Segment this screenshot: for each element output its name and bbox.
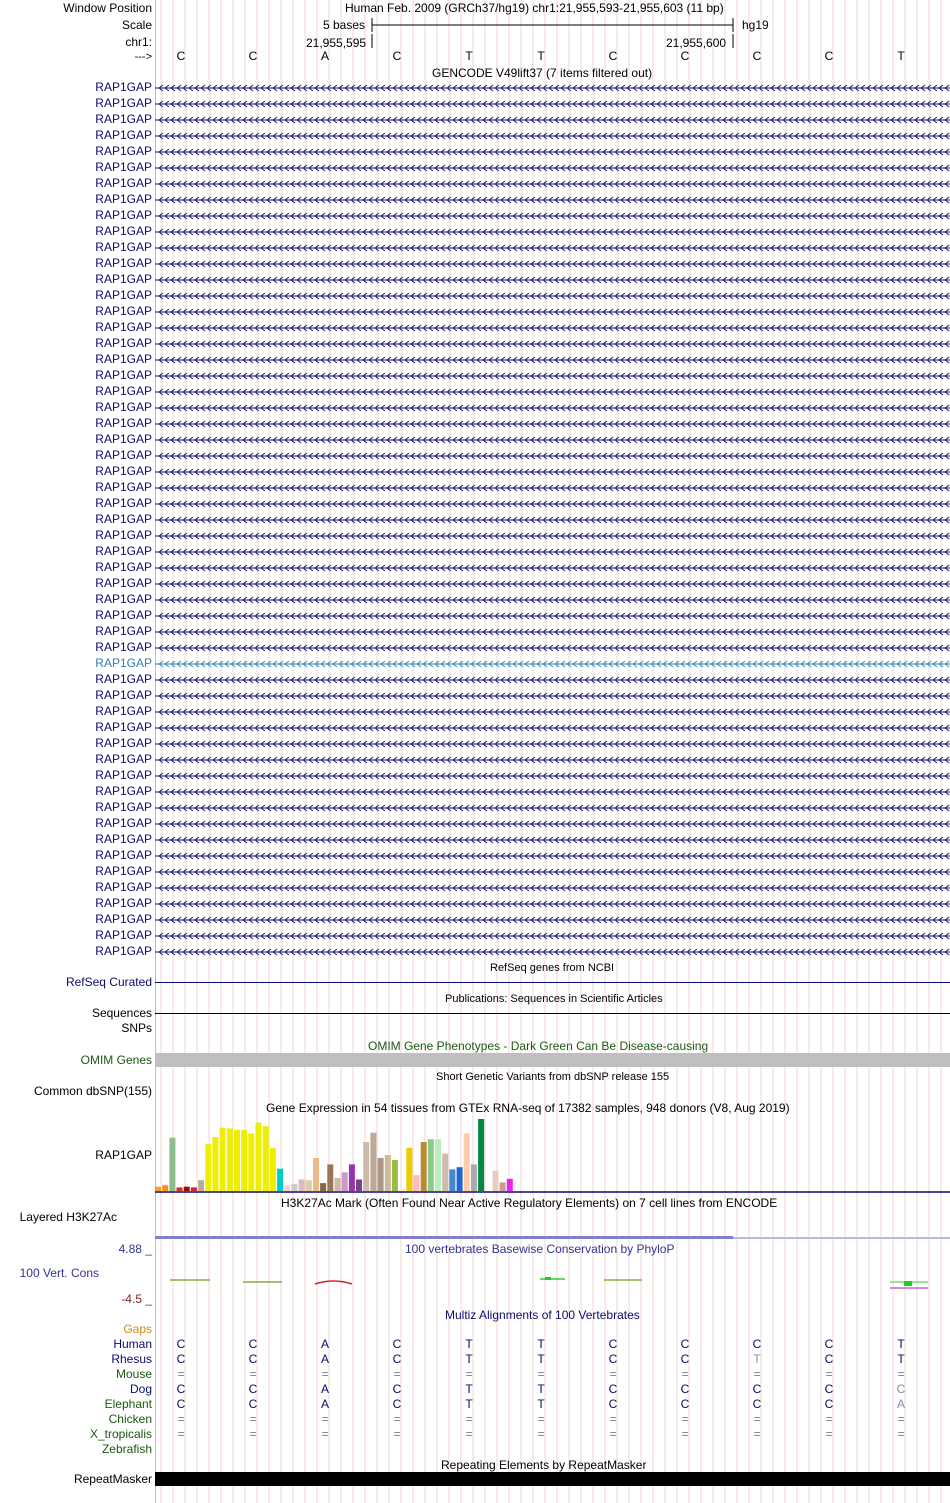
gtex-tissue-bar <box>227 1128 233 1191</box>
gencode-transcript-label[interactable]: RAP1GAP <box>95 288 152 302</box>
alignment-base: = <box>609 1412 617 1426</box>
alignment-base: = <box>537 1412 545 1426</box>
gtex-tissue-bar <box>449 1169 455 1191</box>
gencode-transcript-label[interactable]: RAP1GAP <box>95 272 152 286</box>
gencode-transcript-label[interactable]: RAP1GAP <box>95 784 152 798</box>
alignment-base: C <box>752 1337 762 1351</box>
gtex-tissue-bar <box>493 1171 499 1191</box>
gencode-transcript-label[interactable]: RAP1GAP <box>95 432 152 446</box>
alignment-base: C <box>824 1352 834 1366</box>
alignment-base: T <box>465 1397 473 1411</box>
gencode-transcripts[interactable] <box>155 80 950 980</box>
alignment-base: A <box>896 1397 905 1411</box>
alignment-base: = <box>609 1367 617 1381</box>
alignment-base: = <box>753 1427 761 1441</box>
gencode-transcript-label[interactable]: RAP1GAP <box>95 224 152 238</box>
gencode-transcript-label[interactable]: RAP1GAP <box>95 144 152 158</box>
gtex-tissue-bar <box>313 1158 319 1191</box>
alignment-base: = <box>897 1412 905 1426</box>
gencode-transcript-label[interactable]: RAP1GAP <box>95 96 152 110</box>
gencode-transcript-label[interactable]: RAP1GAP <box>95 848 152 862</box>
gencode-transcript-label[interactable]: RAP1GAP <box>95 880 152 894</box>
gtex-tissue-bar <box>370 1133 376 1191</box>
gtex-tissue-bar <box>428 1139 434 1191</box>
species-label[interactable]: Human <box>113 1337 152 1351</box>
alignment-base: = <box>681 1412 689 1426</box>
gtex-tissue-bar <box>464 1133 470 1191</box>
db-name-text: hg19 <box>742 18 769 32</box>
refseq-track-title: RefSeq genes from NCBI <box>490 962 615 974</box>
gtex-tissue-bar <box>277 1169 283 1191</box>
alignment-base: C <box>824 1337 834 1351</box>
species-label[interactable]: Rhesus <box>111 1352 152 1366</box>
gencode-transcript-label[interactable]: RAP1GAP <box>95 304 152 318</box>
alignment-base: = <box>321 1427 329 1441</box>
gtex-tissue-bar <box>406 1148 412 1191</box>
alignment-base: = <box>897 1427 905 1441</box>
gtex-tissue-bar <box>435 1139 441 1191</box>
alignment-base: = <box>393 1427 401 1441</box>
repeatmasker-block[interactable] <box>155 1472 950 1486</box>
alignment-base: C <box>248 1382 258 1396</box>
alignment-base: T <box>897 1352 905 1366</box>
alignment-base: = <box>249 1367 257 1381</box>
alignment-base: = <box>897 1367 905 1381</box>
gencode-transcript-label[interactable]: RAP1GAP <box>95 496 152 510</box>
gtex-tissue-bar <box>378 1158 384 1191</box>
refseq-gene-line[interactable] <box>155 982 950 983</box>
omim-genes-label[interactable]: OMIM Genes <box>80 1053 152 1067</box>
alignment-base: = <box>825 1367 833 1381</box>
gtex-tissue-bar <box>385 1155 391 1191</box>
window-position-label: Window Position <box>63 1 152 15</box>
reference-base: T <box>537 49 545 63</box>
reference-base: T <box>465 49 473 63</box>
gtex-tissue-bar <box>169 1138 175 1191</box>
alignment-base: A <box>320 1352 329 1366</box>
alignment-base: T <box>465 1337 473 1351</box>
gencode-transcript-label[interactable]: RAP1GAP <box>95 720 152 734</box>
alignment-base: = <box>753 1412 761 1426</box>
alignment-base: = <box>681 1427 689 1441</box>
alignment-base: = <box>753 1367 761 1381</box>
gencode-transcript-label[interactable]: RAP1GAP <box>95 528 152 542</box>
gencode-transcript-label[interactable]: RAP1GAP <box>95 320 152 334</box>
alignment-base: C <box>608 1337 618 1351</box>
alignment-base: C <box>680 1352 690 1366</box>
alignment-base: C <box>176 1382 186 1396</box>
reference-base: A <box>320 49 329 63</box>
species-label[interactable]: X_tropicalis <box>89 1427 152 1441</box>
gtex-tissue-bar <box>392 1160 398 1191</box>
alignment-base: = <box>321 1367 329 1381</box>
common-dbsnp-label[interactable]: Common dbSNP(155) <box>33 1084 152 1098</box>
gencode-transcript-label[interactable]: RAP1GAP <box>95 688 152 702</box>
gencode-transcript-label[interactable]: RAP1GAP <box>95 416 152 430</box>
gtex-tissue-bar <box>299 1180 305 1192</box>
gencode-transcript-label[interactable]: RAP1GAP <box>95 352 152 366</box>
gencode-transcript-label[interactable]: RAP1GAP <box>95 656 152 670</box>
gencode-transcript-label[interactable]: RAP1GAP <box>95 752 152 766</box>
gencode-transcript-label[interactable]: RAP1GAP <box>95 896 152 910</box>
gtex-tissue-bar <box>284 1185 290 1191</box>
reference-base: C <box>608 49 618 63</box>
alignment-base: = <box>393 1367 401 1381</box>
reference-base: C <box>824 49 834 63</box>
alignment-base: = <box>249 1427 257 1441</box>
publications-track-title: Publications: Sequences in Scientific Articles <box>445 993 663 1005</box>
gtex-tissue-bar <box>507 1179 513 1191</box>
alignment-base: C <box>824 1397 834 1411</box>
gencode-transcript-label[interactable]: RAP1GAP <box>95 480 152 494</box>
gencode-transcript-label[interactable]: RAP1GAP <box>95 576 152 590</box>
reference-base: C <box>176 49 186 63</box>
alignment-base: C <box>824 1382 834 1396</box>
alignment-base: = <box>825 1427 833 1441</box>
species-label[interactable]: Chicken <box>108 1412 152 1426</box>
alignment-base: = <box>825 1412 833 1426</box>
gencode-transcript-label[interactable]: RAP1GAP <box>95 208 152 222</box>
gtex-tissue-bar <box>198 1180 204 1191</box>
phylop-track-title: 100 vertebrates Basewise Conservation by PhyloP <box>405 1242 675 1256</box>
gencode-transcript-label[interactable]: RAP1GAP <box>95 80 152 94</box>
gtex-tissue-bar <box>184 1187 190 1191</box>
reference-base: C <box>680 49 690 63</box>
alignment-base: T <box>753 1352 761 1366</box>
gtex-tissue-bar <box>248 1133 254 1191</box>
gencode-transcript-label[interactable]: RAP1GAP <box>95 704 152 718</box>
gtex-tissue-bar <box>442 1154 448 1191</box>
gencode-transcript-label[interactable]: RAP1GAP <box>95 912 152 926</box>
gtex-tissue-bar <box>291 1184 297 1191</box>
gtex-tissue-bar <box>478 1119 484 1191</box>
alignment-base: = <box>609 1427 617 1441</box>
multiz-track-title: Multiz Alignments of 100 Vertebrates <box>445 1308 640 1322</box>
gtex-tissue-bar <box>327 1164 333 1191</box>
alignment-base: T <box>537 1397 545 1411</box>
gencode-transcript-label[interactable]: RAP1GAP <box>95 928 152 942</box>
species-label[interactable]: Mouse <box>115 1367 152 1381</box>
alignment-base: C <box>680 1337 690 1351</box>
gencode-transcript-label[interactable]: RAP1GAP <box>95 176 152 190</box>
scale-ruler <box>155 16 950 52</box>
gencode-transcript-label[interactable]: RAP1GAP <box>95 192 152 206</box>
position-right: 21,955,600 <box>666 36 727 50</box>
gtex-track-title: Gene Expression in 54 tissues from GTEx RNA-seq of 17382 samples, 948 donors (V8, Aug 2019) <box>266 1101 790 1115</box>
refseq-curated-label[interactable]: RefSeq Curated <box>65 975 152 989</box>
species-label[interactable]: Dog <box>129 1382 152 1396</box>
gencode-transcript-label[interactable]: RAP1GAP <box>95 160 152 174</box>
browser-track-image[interactable] <box>155 0 950 1503</box>
gencode-transcript-label[interactable]: RAP1GAP <box>95 368 152 382</box>
scale-bases-text: 5 bases <box>323 18 366 32</box>
gtex-tissue-bar <box>335 1178 341 1191</box>
gencode-transcript-label[interactable]: RAP1GAP <box>95 864 152 878</box>
alignment-base: C <box>176 1352 186 1366</box>
gtex-tissue-bar <box>177 1187 183 1191</box>
alignment-base: C <box>392 1397 402 1411</box>
gtex-tissue-bar <box>212 1137 218 1191</box>
reference-base: C <box>392 49 402 63</box>
alignment-base: T <box>465 1382 473 1396</box>
gtex-tissue-bar <box>320 1183 326 1191</box>
scale-label: Scale <box>121 18 152 32</box>
gencode-transcript-label[interactable]: RAP1GAP <box>95 768 152 782</box>
snps-label[interactable]: SNPs <box>121 1021 152 1035</box>
reference-base: C <box>248 49 258 63</box>
strand-label: ---> <box>134 51 152 63</box>
gencode-transcript-label[interactable]: RAP1GAP <box>95 800 152 814</box>
gtex-tissue-bar <box>399 1189 405 1191</box>
gtex-tissue-bar <box>270 1148 276 1191</box>
gtex-tissue-bar <box>421 1142 427 1191</box>
gtex-bar-chart[interactable] <box>155 1114 950 1194</box>
gtex-tissue-bar <box>263 1126 269 1191</box>
publications-line[interactable] <box>155 1013 950 1014</box>
alignment-base: C <box>248 1337 258 1351</box>
gtex-tissue-bar <box>500 1182 506 1191</box>
alignment-base: C <box>176 1337 186 1351</box>
alignment-base: A <box>320 1337 329 1351</box>
repeatmasker-label[interactable]: RepeatMasker <box>73 1472 152 1486</box>
gencode-transcript-label[interactable]: RAP1GAP <box>95 672 152 686</box>
reference-base: T <box>897 49 905 63</box>
gencode-transcript-label[interactable]: RAP1GAP <box>95 512 152 526</box>
alignment-base: C <box>248 1397 258 1411</box>
gencode-transcript-label[interactable]: RAP1GAP <box>95 592 152 606</box>
gencode-transcript-label[interactable]: RAP1GAP <box>95 256 152 270</box>
track-labels-column <box>0 0 152 1503</box>
alignment-base: C <box>680 1397 690 1411</box>
gencode-transcript-label[interactable]: RAP1GAP <box>95 640 152 654</box>
omim-track-title: OMIM Gene Phenotypes - Dark Green Can Be Disease-causing <box>368 1039 709 1053</box>
gencode-transcript-label[interactable]: RAP1GAP <box>95 832 152 846</box>
alignment-base: = <box>249 1412 257 1426</box>
gencode-transcript-label[interactable]: RAP1GAP <box>95 560 152 574</box>
alignment-base: A <box>320 1397 329 1411</box>
gencode-transcript-label[interactable]: RAP1GAP <box>95 736 152 750</box>
assembly-position-title: Human Feb. 2009 (GRCh37/hg19) chr1:21,955,593-21,955,603 (11 bp) <box>345 1 724 15</box>
dbsnp-track-title: Short Genetic Variants from dbSNP release 155 <box>436 1071 670 1083</box>
gtex-tissue-bar <box>306 1180 312 1191</box>
chrom-label: chr1: <box>125 35 152 49</box>
gtex-tissue-bar <box>234 1130 240 1191</box>
gencode-track-title: GENCODE V49lift37 (7 items filtered out) <box>432 66 653 80</box>
gtex-tissue-bar <box>220 1128 226 1191</box>
species-label[interactable]: Elephant <box>104 1397 152 1411</box>
alignment-base: = <box>177 1427 185 1441</box>
alignment-base: T <box>537 1382 545 1396</box>
alignment-base: = <box>465 1427 473 1441</box>
alignment-base: = <box>321 1412 329 1426</box>
alignment-base: = <box>537 1427 545 1441</box>
alignment-base: T <box>465 1352 473 1366</box>
alignment-base: C <box>896 1382 906 1396</box>
alignment-base: C <box>608 1352 618 1366</box>
phylop-signal[interactable] <box>155 1268 950 1298</box>
gencode-transcript-label[interactable]: RAP1GAP <box>95 240 152 254</box>
reference-base: C <box>752 49 762 63</box>
alignment-base: C <box>392 1382 402 1396</box>
h3k27ac-signal-tail[interactable] <box>733 1237 950 1239</box>
gencode-transcript-label[interactable]: RAP1GAP <box>95 400 152 414</box>
gtex-tissue-bar <box>256 1123 262 1191</box>
species-label[interactable]: Zebrafish <box>101 1442 152 1456</box>
alignment-base: T <box>897 1337 905 1351</box>
gtex-tissue-bar <box>155 1187 161 1191</box>
gtex-tissue-bar <box>162 1185 168 1191</box>
alignment-base: T <box>537 1352 545 1366</box>
alignment-base: T <box>537 1337 545 1351</box>
gtex-gene-label[interactable]: RAP1GAP <box>95 1148 152 1162</box>
gencode-transcript-label[interactable]: RAP1GAP <box>95 448 152 462</box>
repeatmasker-track-title: Repeating Elements by RepeatMasker <box>441 1458 647 1472</box>
gtex-tissue-bar <box>356 1180 362 1192</box>
gencode-transcript-label[interactable]: RAP1GAP <box>95 544 152 558</box>
gtex-tissue-bar <box>241 1130 247 1191</box>
gencode-transcript-label[interactable]: RAP1GAP <box>95 624 152 638</box>
gencode-transcript-label[interactable]: RAP1GAP <box>95 608 152 622</box>
gencode-transcript-label[interactable]: RAP1GAP <box>95 944 152 958</box>
alignment-base: C <box>752 1382 762 1396</box>
gtex-tissue-bar <box>191 1187 197 1191</box>
alignment-base: C <box>392 1337 402 1351</box>
gencode-transcript-label[interactable]: RAP1GAP <box>95 816 152 830</box>
alignment-base: C <box>392 1352 402 1366</box>
alignment-base: = <box>537 1367 545 1381</box>
layered-h3k27ac-label[interactable]: Layered H3K27Ac <box>19 1210 117 1224</box>
alignment-base: A <box>320 1382 329 1396</box>
gtex-tissue-bar <box>342 1172 348 1191</box>
alignment-base: C <box>680 1382 690 1396</box>
gencode-transcript-label[interactable]: RAP1GAP <box>95 336 152 350</box>
alignment-base: C <box>608 1382 618 1396</box>
h3k27ac-track-title: H3K27Ac Mark (Often Found Near Active Regulatory Elements) on 7 cell lines from ENCODE <box>281 1196 778 1210</box>
alignment-base: C <box>176 1397 186 1411</box>
alignment-base: = <box>177 1412 185 1426</box>
publications-sequences-label[interactable]: Sequences <box>91 1006 152 1020</box>
phylop-min-label: -4.5 _ <box>121 1292 152 1306</box>
alignment-base: C <box>752 1397 762 1411</box>
gencode-transcript-label[interactable]: RAP1GAP <box>95 384 152 398</box>
alignment-base: = <box>465 1367 473 1381</box>
gtex-tissue-bar <box>363 1142 369 1191</box>
gencode-transcript-label[interactable]: RAP1GAP <box>95 128 152 142</box>
gtex-tissue-bar <box>349 1164 355 1191</box>
alignment-base: = <box>681 1367 689 1381</box>
alignment-base: = <box>393 1412 401 1426</box>
gtex-tissue-bar <box>471 1164 477 1191</box>
position-left: 21,955,595 <box>306 36 367 50</box>
gtex-tissue-bar <box>414 1175 420 1191</box>
omim-bar[interactable] <box>155 1053 950 1067</box>
gtex-tissue-bar <box>205 1144 211 1191</box>
gtex-tissue-bar <box>457 1167 463 1191</box>
alignment-base: = <box>177 1367 185 1381</box>
gencode-transcript-label[interactable]: RAP1GAP <box>95 112 152 126</box>
phylop-track-label[interactable]: 100 Vert. Cons <box>19 1266 99 1280</box>
alignment-base: C <box>608 1397 618 1411</box>
alignment-base: C <box>248 1352 258 1366</box>
alignment-base: = <box>465 1412 473 1426</box>
h3k27ac-signal[interactable] <box>155 1236 733 1239</box>
gencode-transcript-label[interactable]: RAP1GAP <box>95 464 152 478</box>
phylop-max-label: 4.88 _ <box>118 1242 152 1256</box>
multiz-gaps-label: Gaps <box>123 1322 152 1336</box>
